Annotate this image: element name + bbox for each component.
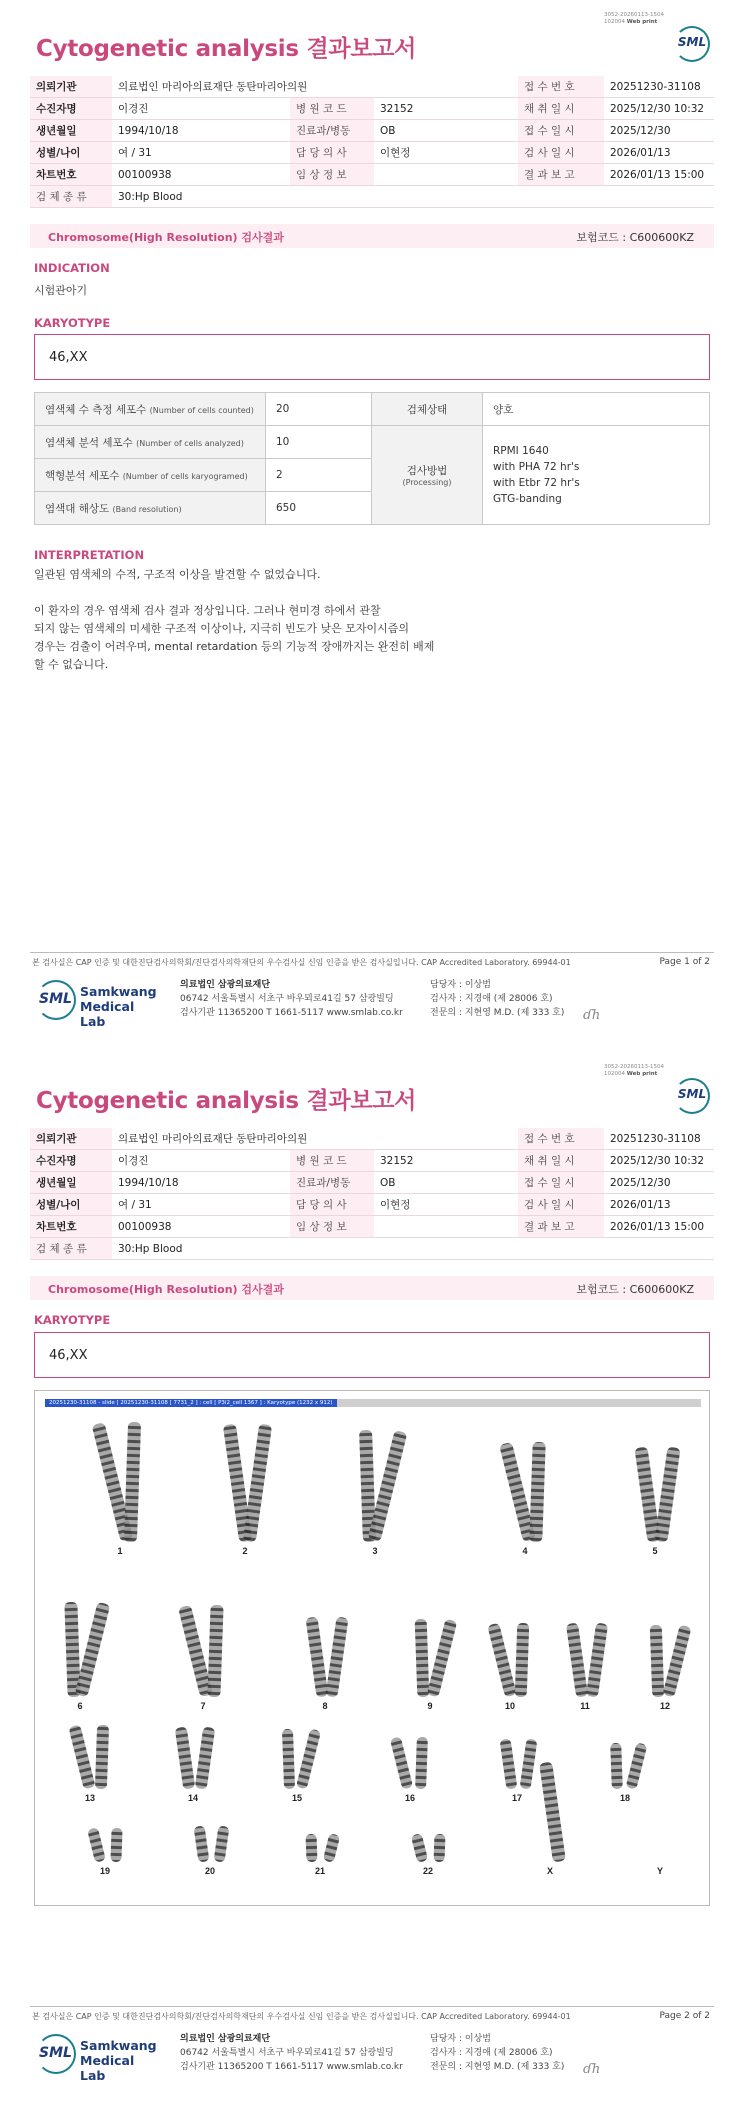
chromosome-22 [434,1834,446,1862]
interpretation-text: 일관된 염색체의 수적, 구조적 이상을 발견할 수 없었습니다. 이 환자의 경우 염색체 검사 결과 정상입니다. 그러나 현미경 하에서 관찰 되지 않는 염색체의 미세한 구조적 이상이나, 지극히 빈도가 낮은 모자이시즘의 경우는 검출이 어려우며, mental retardation 등의 기능적 장애까지는 완전히 배제 할 수 없습니다. [34,568,435,671]
chromosome-label-11: 11 [580,1701,590,1711]
samkwang-logo-icon: SML Samkwang Medical Lab [36,980,160,1020]
chromosome-10 [515,1623,530,1697]
chromosome-label-10: 10 [504,1701,516,1711]
chromosome-9 [427,1619,458,1698]
chromosome-15 [282,1729,295,1789]
table-row: 생년월일 1994/10/18 진료과/병동 OB 접 수 일 시 2025/12/30 [30,1172,714,1194]
cell-analysis-table [34,392,710,525]
chromosome-9 [415,1619,430,1697]
chromosome-22 [411,1833,428,1863]
chromosome-6 [75,1602,111,1697]
chromosome-17 [520,1738,538,1789]
chromosome-11 [566,1623,588,1698]
chromosome-label-17: 17 [511,1793,523,1803]
patient-info-table [30,76,714,208]
chromosome-X [539,1762,566,1863]
chromosome-5 [654,1447,680,1543]
chromosome-label-21: 21 [314,1866,326,1876]
document-code: 3052-20260113-1504 102004 Web print [604,1064,664,1077]
footer-divider [30,2006,714,2007]
chromosome-8 [305,1617,328,1698]
lab-address: 의료법인 삼광의료재단 06742 서울특별시 서초구 바우뫼로41길 57 삼광빌딩 검사기관 11365200 T 1661-5117 www.smlab.co.kr [180,980,403,1018]
chromosome-8 [325,1617,348,1698]
karyogram-svg [35,1391,710,1906]
chromosome-label-22: 22 [422,1866,434,1876]
chromosome-21 [306,1834,318,1862]
method-text: RPMI 1640 with PHA 72 hr's with Etbr 72 hr's GTG-banding [483,426,710,525]
chromosome-label-6: 6 [77,1701,83,1711]
karyogram-image [34,1390,710,1906]
lab-staff: 담당자 : 이상범 검사자 : 지경애 (제 28006 호) 전문의 : 지현영 M.D. (제 333 호) [430,980,565,1018]
table-row: 의뢰기관 의료법인 마리아의료재단 동탄마리아의원 접 수 번 호 20251230-31108 [30,1128,714,1150]
chromosome-16 [415,1737,428,1789]
chromosome-label-12: 12 [659,1701,671,1711]
chromosome-19 [110,1828,122,1862]
indication-heading: INDICATION [34,261,110,275]
report-title: Cytogenetic analysis 결과보고서 [36,1088,417,1114]
karyotype-box: 46,XX [34,334,710,380]
chromosome-20 [194,1825,210,1862]
chromosome-label-14: 14 [187,1793,199,1803]
karyotype-box: 46,XX [34,1332,710,1378]
sml-logo-icon: SML [674,1078,710,1114]
chromosome-10 [487,1623,517,1698]
chromosome-label-18: 18 [619,1793,631,1803]
document-code: 3052-20260113-1504 102004 Web print [604,12,664,25]
chromosome-17 [500,1738,518,1789]
report-title: Cytogenetic analysis 결과보고서 [36,36,417,62]
lab-staff: 담당자 : 이상범 검사자 : 지경애 (제 28006 호) 전문의 : 지현영 M.D. (제 333 호) [430,2034,565,2072]
footer-note: 본 검사실은 CAP 인증 및 대한진단검사의학회/진단검사의학재단의 우수검사실 신임 인증을 받은 검사실입니다. CAP Accredited Laboratory. 69944-01 [32,958,571,967]
signature: ɗh [583,2062,601,2077]
chromosome-1 [124,1422,141,1542]
samkwang-logo-icon: SML Samkwang Medical Lab [36,2034,160,2074]
table-row: 염색대 해상도 (Band resolution) 650 [35,492,710,525]
chromosome-14 [195,1726,216,1789]
chromosome-18 [610,1743,623,1789]
result-section-bar: Chromosome(High Resolution) 검사결과 보험코드 : C600600KZ [30,224,714,248]
chromosome-label-3: 3 [372,1546,378,1556]
footer-note: 본 검사실은 CAP 인증 및 대한진단검사의학회/진단검사의학재단의 우수검사실 신임 인증을 받은 검사실입니다. CAP Accredited Laboratory. 69944-01 [32,2012,571,2021]
footer-divider [30,952,714,953]
chromosome-label-15: 15 [291,1793,303,1803]
table-row: 핵형분석 세포수 (Number of cells karyogramed) 2 [35,459,710,492]
table-row: 염색체 수 측정 세포수 (Number of cells counted) 20 검체상태 양호 [35,393,710,426]
page-number: Page 1 of 2 [659,957,710,967]
indication-text: 시험관아기 [34,284,88,297]
patient-info-table [30,1128,714,1260]
lab-address: 의료법인 삼광의료재단 06742 서울특별시 서초구 바우뫼로41길 57 삼광빌딩 검사기관 11365200 T 1661-5117 www.smlab.co.kr [180,2034,403,2072]
chromosome-label-X: X [546,1866,554,1876]
table-row: 성별/나이 여 / 31 담 당 의 사 이현정 검 사 일 시 2026/01/13 [30,142,714,164]
sml-logo-icon: SML [674,26,710,62]
chromosome-label-7: 7 [200,1701,206,1711]
chromosome-label-1: 1 [117,1546,123,1556]
interpretation-heading: INTERPRETATION [34,548,145,562]
chromosome-label-5: 5 [652,1546,658,1556]
chromosome-label-13: 13 [84,1793,96,1803]
chromosome-15 [296,1729,321,1790]
karyotype-heading: KARYOTYPE [34,316,111,330]
table-row: 검 체 종 류 30:Hp Blood [30,186,714,208]
table-row: 검 체 종 류 30:Hp Blood [30,1238,714,1260]
chromosome-label-20: 20 [204,1866,216,1876]
table-row: 생년월일 1994/10/18 진료과/병동 OB 접 수 일 시 2025/12/30 [30,120,714,142]
chromosome-2 [243,1424,272,1543]
table-row: 차트번호 00100938 임 상 정 보 결 과 보 고 2026/01/13 15:00 [30,1216,714,1238]
chromosome-label-Y: Y [656,1866,664,1876]
chromosome-11 [586,1623,608,1698]
chromosome-13 [95,1725,109,1789]
chromosome-label-4: 4 [522,1546,528,1556]
table-row: 수진자명 이경진 병 원 코 드 32152 채 취 일 시 2025/12/30 10:32 [30,1150,714,1172]
chromosome-label-2: 2 [242,1546,248,1556]
chromosome-20 [214,1825,230,1862]
table-row: 차트번호 00100938 임 상 정 보 결 과 보 고 2026/01/13 15:00 [30,164,714,186]
chromosome-label-8: 8 [322,1701,328,1711]
chromosome-7 [207,1605,223,1697]
karyogram-caption: 20251230-31108 - slide [ 20251230-31108 [ 7731_2 ] : cell [ P3i2_cell 1367 ] : Karyotype (1232 x 912) [45,1399,337,1407]
chromosome-16 [390,1736,413,1789]
chromosome-7 [178,1605,213,1697]
chromosome-label-16: 16 [404,1793,416,1803]
table-row: 의뢰기관 의료법인 마리아의료재단 동탄마리아의원 접 수 번 호 20251230-31108 [30,76,714,98]
chromosome-12 [650,1625,665,1697]
table-row: 성별/나이 여 / 31 담 당 의 사 이현정 검 사 일 시 2026/01/13 [30,1194,714,1216]
page-number: Page 2 of 2 [659,2011,710,2021]
chromosome-12 [662,1625,691,1698]
karyotype-heading: KARYOTYPE [34,1313,111,1327]
result-section-bar: Chromosome(High Resolution) 검사결과 보험코드 : C600600KZ [30,1276,714,1300]
chromosome-label-19: 19 [99,1866,111,1876]
table-row: 수진자명 이경진 병 원 코 드 32152 채 취 일 시 2025/12/30 10:32 [30,98,714,120]
chromosome-18 [626,1742,648,1789]
chromosome-13 [68,1724,95,1789]
chromosome-label-9: 9 [427,1701,433,1711]
chromosome-21 [323,1833,340,1863]
signature: ɗh [583,1008,601,1023]
chromosome-19 [87,1827,106,1863]
table-row: 염색체 분석 세포수 (Number of cells analyzed) 10 검사방법 (Processing) RPMI 1640 with PHA 72 hr's with Etbr 72 hr's GTG-banding [35,426,710,459]
chromosome-14 [175,1726,196,1789]
chromosome-4 [529,1442,545,1542]
